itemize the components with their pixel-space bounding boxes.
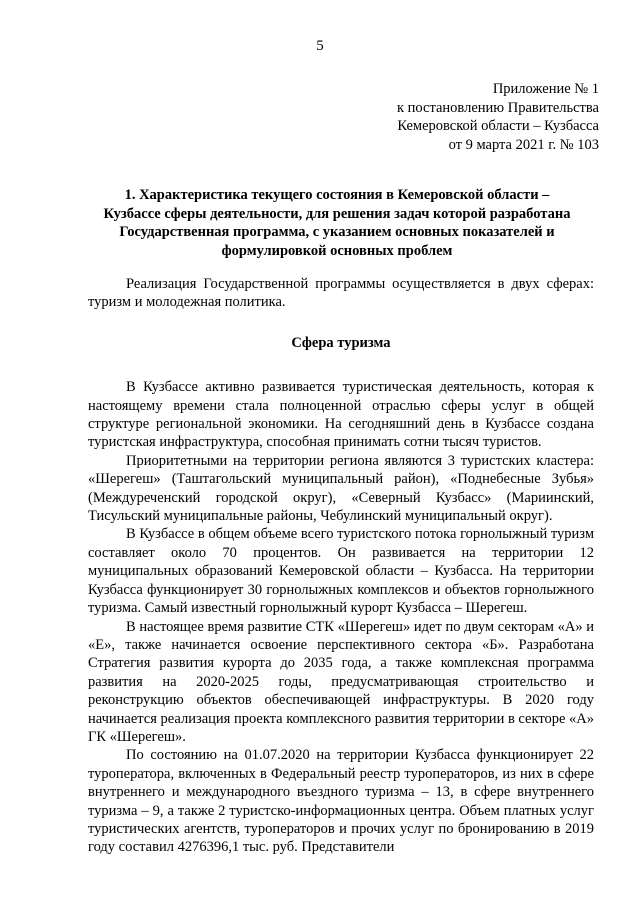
section-heading-line: Кузбассе сферы деятельности, для решения задач которой разработана	[103, 205, 571, 222]
appendix-reference	[299, 80, 599, 154]
section-heading	[72, 186, 602, 260]
appendix-line: от 9 марта 2021 г. № 103	[448, 136, 599, 153]
body-paragraph: По состоянию на 01.07.2020 на территории Кузбасса функционирует 22 туроператора, включенных в Федеральный реестр туроператоров, из них в сфере внутреннего и международного въездного туризма – 13, в сфере внутреннего туризма – 9, а также 2 туристско-информационных центра. Объем платных услуг туристических агентств, туроператоров и прочих услуг по бронированию в 2019 году составил 4276396,1 тыс. руб. Представители	[88, 747, 594, 856]
subsection-title: Сфера туризма	[291, 334, 391, 351]
section-heading-line: формулировкой основных проблем	[221, 242, 453, 259]
document-body	[88, 275, 594, 857]
appendix-line: Кемеровской области – Кузбасса	[397, 118, 599, 134]
appendix-line: Приложение № 1	[492, 81, 599, 97]
appendix-line: к постановлению Правительства	[397, 99, 599, 116]
page-number: 5	[316, 38, 324, 54]
body-paragraph: В настоящее время развитие СТК «Шерегеш» идет по двум секторам «А» и «Е», также начинается освоение перспективного сектора «Б». Разработана Стратегия развития курорта до 2035 года, а также комплексная программа развития на 2020-2025 годы, предусматривающая строительство и реконструкцию объектов обеспечивающей инфраструктуры. В 2020 году начинается реализация проекта комплексного развития территории в секторе «А» ГК «Шерегеш».	[88, 618, 595, 745]
intro-paragraph: Реализация Государственной программы осуществляется в двух сферах: туризм и молодежная политика.	[88, 276, 594, 311]
section-heading-line: 1. Характеристика текущего состояния в Кемеровской области –	[124, 187, 550, 203]
section-heading-line: Государственная программа, с указанием основных показателей и	[119, 224, 555, 240]
body-paragraph: В Кузбассе активно развивается туристическая деятельность, которая к настоящему времени стала полноценной отраслью сферы услуг в общей структуре региональной экономики. На сегодняшний день в Кузбассе создана туристская инфраструктура, способная принимать сотни тысяч туристов.	[88, 379, 594, 451]
body-paragraph: В Кузбассе в общем объеме всего туристского потока горнолыжный туризм составляет около 70 процентов. Он развивается на территории 12 муниципальных образований Кемеровской области – Кузбасса. На территории Кузбасса функционирует 30 горнолыжных комплексов и объектов горнолыжного туризма. Самый известный горнолыжный курорт Кузбасса – Шерегеш.	[88, 526, 594, 617]
body-paragraph: Приоритетными на территории региона являются 3 туристских кластера: «Шерегеш» (Таштагольский муниципальный район), «Поднебесные Зубья» (Междуреченский городской округ), «Северный Кузбасс» (Мариинский, Тисульский муниципальные районы, Чебулинский муниципальный округ).	[88, 452, 594, 525]
